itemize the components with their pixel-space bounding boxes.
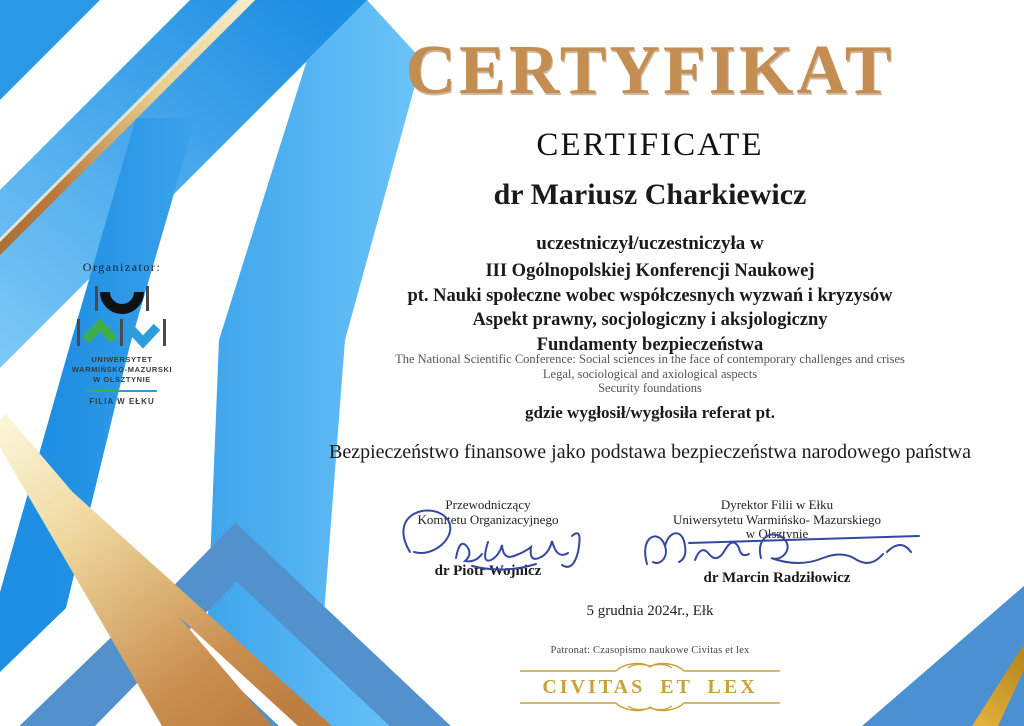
conference-en-line: Security foundations xyxy=(598,381,702,395)
lecture-title: Bezpieczeństwo finansowe jako podstawa bezpieczeństwa narodowego państwa xyxy=(329,441,971,463)
conference-title-english xyxy=(276,352,1024,396)
signature-piotr-wojnicz xyxy=(376,500,606,578)
civitas-et-lex-logo xyxy=(276,660,1024,714)
branch-name: FILIA W EŁKU xyxy=(89,397,155,406)
logo-divider xyxy=(87,390,157,392)
date-place-line: 5 grudnia 2024r., Ełk xyxy=(586,603,714,619)
signature-block-left xyxy=(348,497,628,579)
flourish-bottom-icon xyxy=(520,700,780,714)
university-name xyxy=(48,355,196,385)
university-line: WARMIŃSKO-MAZURSKI xyxy=(71,365,173,374)
role-line: w Olsztynie xyxy=(745,526,809,541)
signature-marcin-radzilowicz xyxy=(627,498,927,580)
university-line: W OLSZTYNIE xyxy=(93,375,151,384)
role-line: Komitetu Organizacyjnego xyxy=(417,511,559,527)
role-line: Przewodniczący xyxy=(445,497,531,512)
civitas-logo-text: CIVITAS ET LEX xyxy=(542,676,758,698)
signatory-name: dr Marcin Radziłowicz xyxy=(703,570,851,586)
patronage-label: Patronat: Czasopismo naukowe Civitas et lex xyxy=(550,645,750,656)
flourish-top-icon xyxy=(520,660,780,674)
signatory-name: dr Piotr Wojnicz xyxy=(434,563,542,579)
conference-en-line: Legal, sociological and axiological aspects xyxy=(542,366,758,381)
conference-pl-line: III Ogólnopolskiej Konferencji Naukowej xyxy=(485,261,815,281)
conference-title-polish xyxy=(276,259,1024,357)
role-line: Dyrektor Filii w Ełku xyxy=(720,497,834,512)
signature-block-right xyxy=(627,497,927,586)
organizer-block xyxy=(48,260,196,406)
conference-pl-line: Aspekt prawny, socjologiczny i aksjologiczny xyxy=(472,310,828,330)
certificate-subtitle: CERTIFICATE xyxy=(536,127,764,163)
participation-line: uczestniczył/uczestniczyła w xyxy=(536,233,764,254)
conference-en-line: The National Scientific Conference: Social sciences in the face of contemporary challenges and crises xyxy=(395,352,905,366)
uwm-logo-icon xyxy=(74,285,170,351)
conference-pl-line: Fundamenty bezpieczeństwa xyxy=(536,334,764,355)
recipient-name: dr Mariusz Charkiewicz xyxy=(493,178,807,211)
certificate-body xyxy=(276,0,1024,726)
organizer-label: Organizator: xyxy=(82,260,162,274)
certificate-title: CERTYFIKAT xyxy=(405,32,895,109)
lecture-intro-line: gdzie wygłosił/wygłosiła referat pt. xyxy=(525,403,775,422)
conference-pl-line: pt. Nauki społeczne wobec współczesnych wyzwań i kryzysów xyxy=(407,285,893,306)
signatures-row xyxy=(276,498,1024,598)
role-line: Uniwersytetu Warmińsko- Mazurskiego xyxy=(672,511,882,527)
university-line: UNIWERSYTET xyxy=(91,355,153,364)
